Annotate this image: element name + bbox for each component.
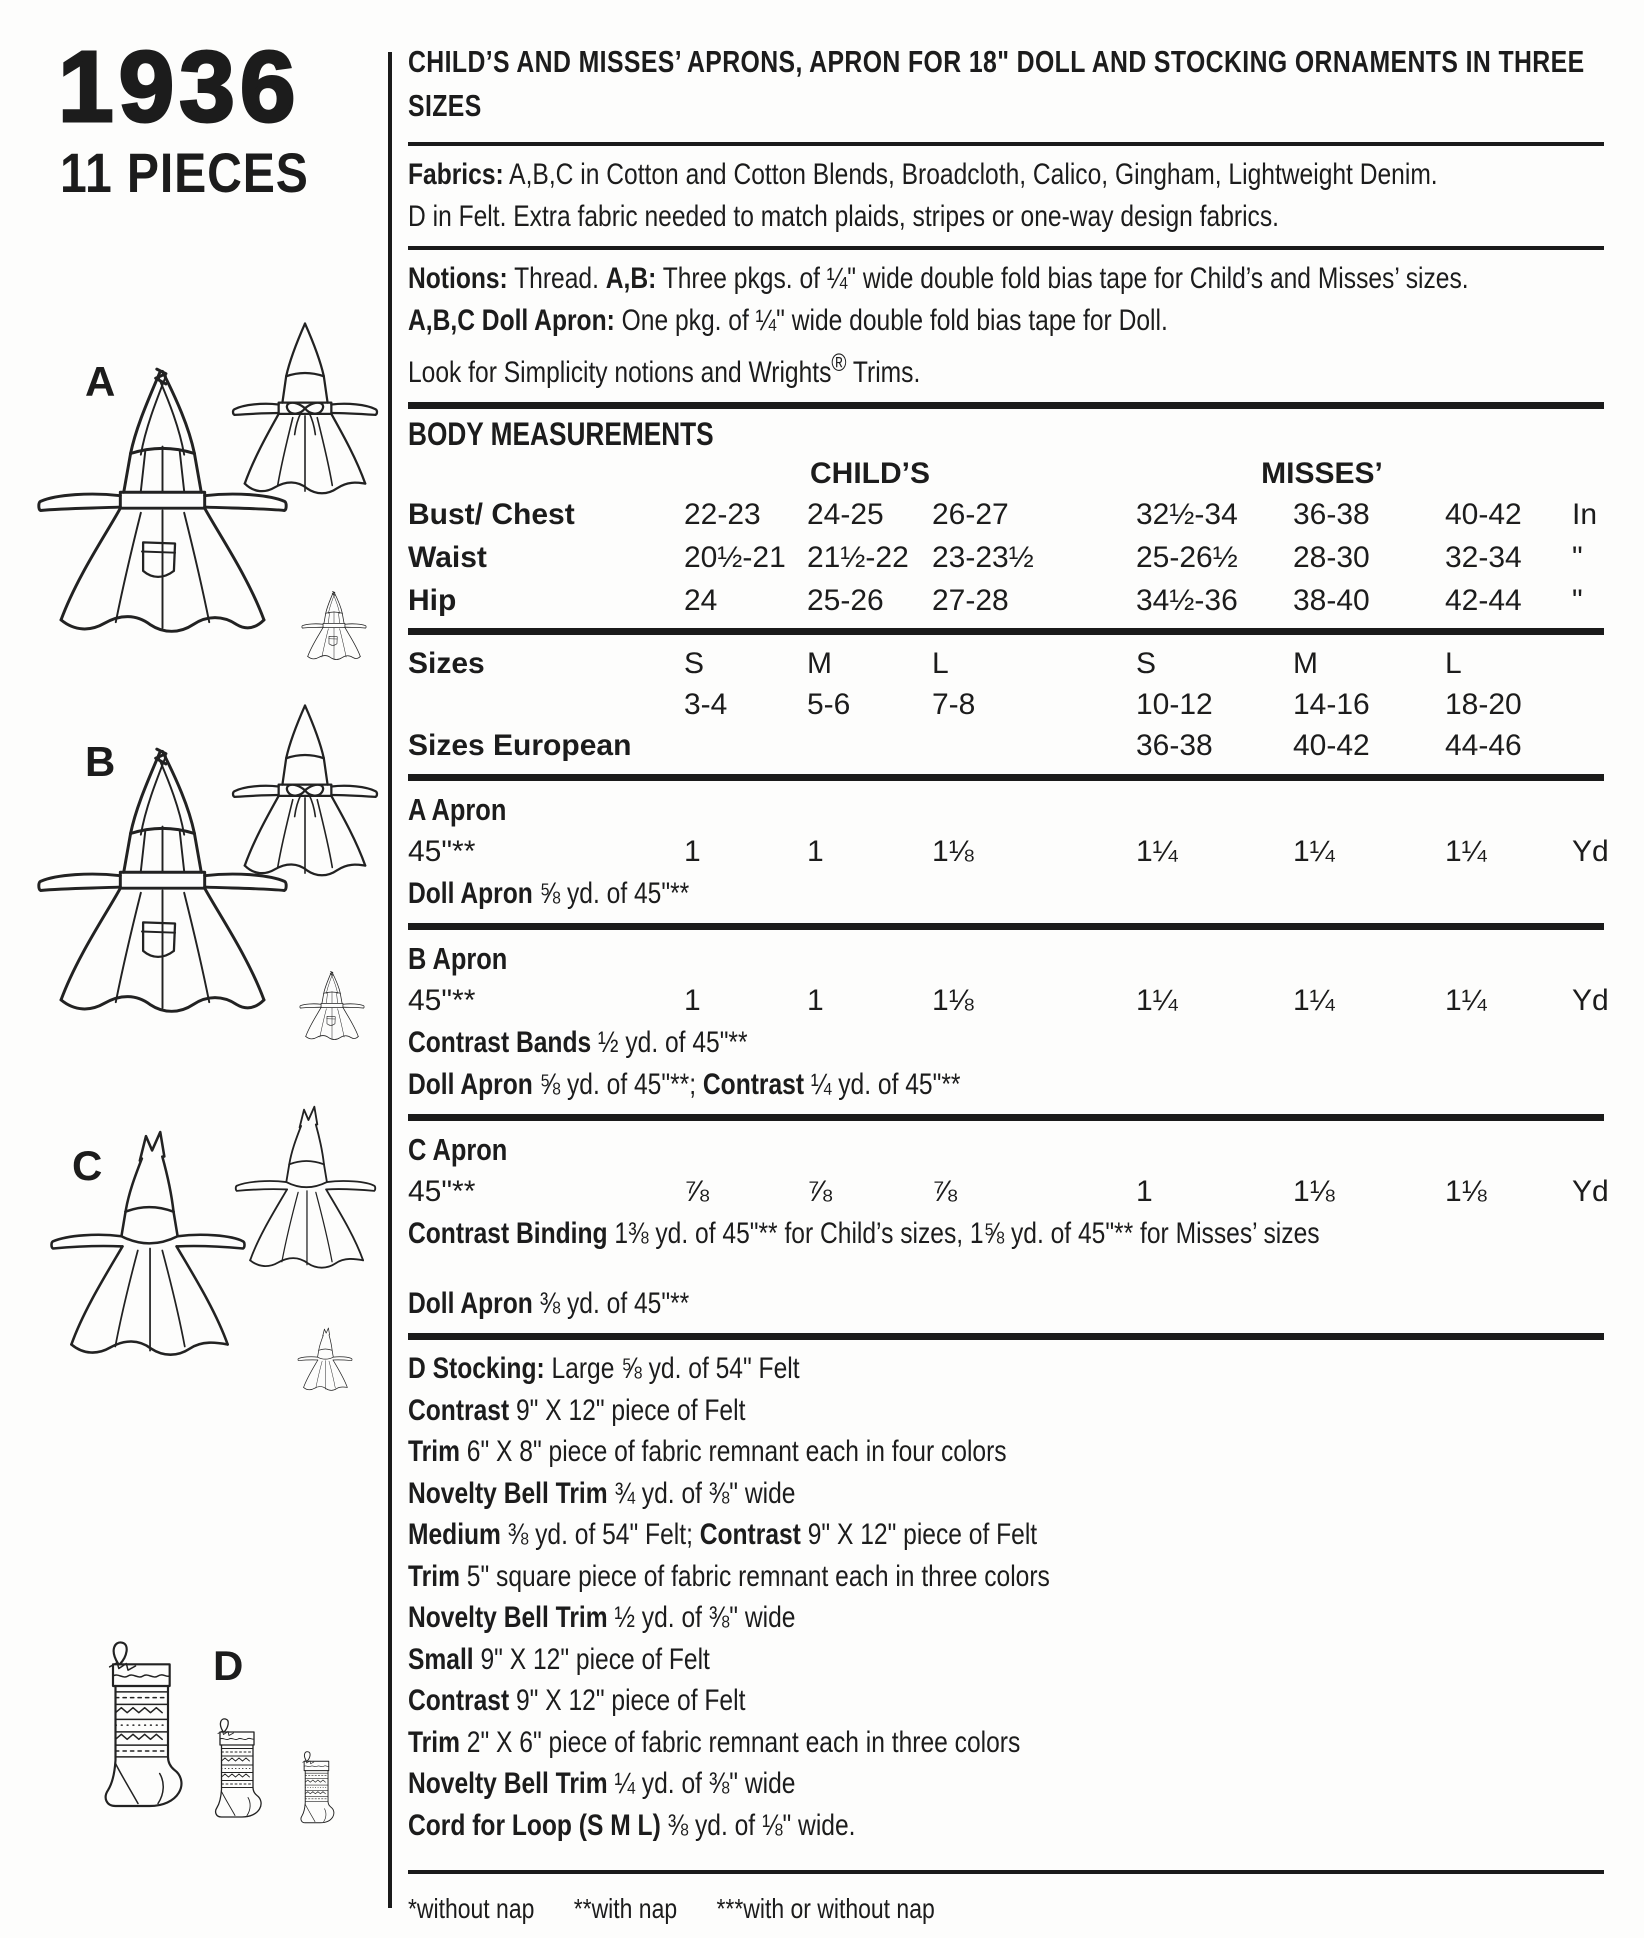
size-european <box>684 725 807 766</box>
doll-contrast-label: Contrast <box>702 1068 805 1101</box>
c-apron-heading: C Apron <box>408 1132 508 1167</box>
pattern-title: CHILD’S AND MISSES’ APRONS, APRON FOR 18" DOLL AND STOCKING ORNAMENTS IN THREE SIZES <box>408 44 1585 123</box>
measurement-value: 27-28 <box>932 584 1009 617</box>
yardage-value: 1¼ <box>1445 984 1487 1017</box>
misses-column-header: MISSES’ <box>1261 457 1383 490</box>
fabrics-label: Fabrics: <box>408 158 504 191</box>
yardage-value: 1⅛ <box>932 984 974 1017</box>
yardage-value: 1 <box>807 835 824 868</box>
notions-ab-label: A,B: <box>605 262 657 295</box>
sizes-european-row <box>408 725 1604 766</box>
apron-a-back-illustration <box>225 310 385 515</box>
yardage-value: 1 <box>684 835 701 868</box>
sizes-letter-row <box>408 643 1604 684</box>
yardage-value: 1⅛ <box>932 835 974 868</box>
doll-contrast-text: ¼ yd. of 45"** <box>804 1068 961 1101</box>
registered-mark: ® <box>831 349 847 377</box>
spacer <box>408 1255 1604 1283</box>
doll-apron-label: Doll Apron <box>408 877 533 910</box>
doll-apron-label: Doll Apron <box>408 1068 533 1101</box>
fabric-width-label: 45"** <box>408 1175 476 1208</box>
apron-b-back-illustration <box>225 692 385 897</box>
yardage-value: 1¼ <box>1445 835 1487 868</box>
stocking-spec-line <box>408 1514 1389 1556</box>
measurement-value: 23-23½ <box>932 541 1034 574</box>
notions-section <box>408 258 1604 394</box>
measurement-row-hip <box>408 579 1604 622</box>
spec-bold: Novelty Bell Trim <box>408 1767 608 1800</box>
notions-label: Notions: <box>408 262 508 295</box>
notions-text-1: Thread. <box>507 262 606 295</box>
measurement-label: Waist <box>408 541 487 574</box>
spec-bold: Trim <box>408 1725 460 1759</box>
fabrics-line-2: D in Felt. Extra fabric needed to match plaids, stripes or one-way design fabrics. <box>408 200 1279 233</box>
a-apron-yardage-row <box>408 831 1609 873</box>
size-number: 7-8 <box>932 688 976 721</box>
stocking-spec-line <box>408 1680 1389 1722</box>
apron-a-doll-illustration <box>300 582 368 670</box>
measurement-value: 26-27 <box>932 498 1009 531</box>
yardage-value: 1⅛ <box>1293 1175 1335 1208</box>
size-number: 18-20 <box>1445 688 1522 721</box>
yardage-value: 1 <box>1136 1175 1153 1208</box>
yardage-value: ⅞ <box>684 1175 710 1208</box>
rule-under-measurements <box>408 628 1604 635</box>
notions-text-5: Trims. <box>846 356 921 389</box>
notions-line-1 <box>408 258 1469 300</box>
fabrics-line-1 <box>408 154 1438 196</box>
doll-apron-text: ⅜ yd. of 45"** <box>532 1287 690 1320</box>
stocking-spec-line <box>408 1722 1389 1764</box>
spec-bold: Medium <box>408 1518 501 1551</box>
spec-bold: Contrast <box>408 1393 510 1427</box>
spec-text: 2" X 6" piece of fabric remnant each in three colors <box>459 1725 1021 1759</box>
spec-bold: Novelty Bell Trim <box>408 1601 608 1634</box>
stocking-medium-illustration <box>205 1716 265 1822</box>
measurement-label: Hip <box>408 584 457 617</box>
fabric-width-label: 45"** <box>408 984 476 1017</box>
stocking-spec-line <box>408 1473 1389 1515</box>
footnote-with-nap: **with nap <box>573 1893 678 1924</box>
sizes-number-row <box>408 684 1604 725</box>
footnote-with-or-without-nap: ***with or without nap <box>716 1893 935 1924</box>
sizes-european-label: Sizes European <box>408 729 632 762</box>
c-contrast-binding-line <box>408 1213 1389 1255</box>
measurement-unit: " <box>1572 541 1583 574</box>
view-d-label: D <box>213 1642 244 1689</box>
size-european: 36-38 <box>1136 729 1213 762</box>
sizes-label: Sizes <box>408 647 485 680</box>
vertical-divider <box>388 52 392 1908</box>
size-letter: S <box>1136 647 1157 680</box>
yardage-value: 1⅛ <box>1445 1175 1487 1208</box>
c-doll-apron-line <box>408 1283 1389 1325</box>
rule-under-a-apron <box>408 923 1604 930</box>
b-doll-apron-line <box>408 1064 1389 1106</box>
notions-line-2 <box>408 300 1389 342</box>
size-group-header-row <box>408 455 1604 493</box>
stocking-spec-line <box>408 1390 1389 1432</box>
spec-content <box>408 40 1609 1930</box>
rule-under-title <box>408 142 1604 146</box>
rule-under-fabrics <box>408 246 1604 250</box>
contrast-bands-text: ½ yd. of 45"** <box>591 1026 748 1059</box>
spec-bold: Small <box>408 1642 474 1676</box>
measurement-value: 40-42 <box>1445 498 1522 531</box>
measurement-row-bust <box>408 493 1604 536</box>
size-letter: S <box>684 647 705 680</box>
stocking-large-illustration <box>88 1630 188 1822</box>
yardage-unit: Yd <box>1572 835 1609 868</box>
spec-text: 5" square piece of fabric remnant each in three colors <box>459 1559 1050 1593</box>
measurement-value: 24 <box>684 584 718 617</box>
spec-bold: D Stocking: <box>408 1352 545 1385</box>
spec-bold: Cord for Loop (S M L) <box>408 1808 661 1842</box>
stocking-spec-line <box>408 1805 1389 1847</box>
yardage-value: 1¼ <box>1136 984 1178 1017</box>
stocking-spec-line <box>408 1556 1389 1598</box>
contrast-binding-label: Contrast Binding <box>408 1217 608 1250</box>
rule-under-b-apron <box>408 1114 1604 1121</box>
size-european: 44-46 <box>1445 729 1522 762</box>
size-number: 3-4 <box>684 688 728 721</box>
spec-text: 9" X 12" piece of Felt <box>800 1518 1038 1551</box>
spec-text: 9" X 12" piece of Felt <box>509 1393 746 1427</box>
a-apron-section <box>408 789 1609 915</box>
b-apron-section <box>408 938 1609 1106</box>
yardage-value: 1¼ <box>1293 835 1335 868</box>
stocking-spec-line <box>408 1431 1389 1473</box>
measurement-value: 32½-34 <box>1136 498 1238 531</box>
spec-bold: Contrast <box>699 1518 801 1551</box>
measurement-unit: " <box>1572 584 1583 617</box>
measurement-value: 38-40 <box>1293 584 1370 617</box>
measurement-label: Bust/ Chest <box>408 498 575 531</box>
size-european <box>932 725 1136 766</box>
spec-text: 6" X 8" piece of fabric remnant each in four colors <box>459 1435 1007 1468</box>
spec-text: 9" X 12" piece of Felt <box>509 1684 746 1717</box>
spec-text: ⅜ yd. of 54" Felt; <box>500 1518 700 1551</box>
view-c-label: C <box>72 1142 103 1189</box>
yardage-value: 1¼ <box>1293 984 1335 1017</box>
contrast-binding-text: 1⅜ yd. of 45"** for Child’s sizes, 1⅝ yd. of 45"** for Misses’ sizes <box>607 1217 1320 1250</box>
measurement-value: 34½-36 <box>1136 584 1238 617</box>
spec-bold: Trim <box>408 1559 460 1593</box>
spec-text: 9" X 12" piece of Felt <box>473 1642 710 1676</box>
b-apron-heading: B Apron <box>408 941 508 976</box>
apron-c-doll-illustration <box>295 1322 355 1400</box>
size-number: 10-12 <box>1136 688 1213 721</box>
b-contrast-bands-line <box>408 1022 1389 1064</box>
rule-under-notions <box>408 402 1604 409</box>
size-letter: L <box>932 647 949 680</box>
measurement-value: 42-44 <box>1445 584 1522 617</box>
size-letter: M <box>1293 647 1318 680</box>
d-stocking-section <box>408 1348 1604 1846</box>
c-apron-yardage-row <box>408 1171 1609 1213</box>
doll-apron-text: ⅝ yd. of 45"**; <box>532 1068 703 1101</box>
measurement-value: 25-26 <box>807 584 884 617</box>
footnote-without-nap: *without nap <box>408 1893 535 1924</box>
fabric-width-label: 45"** <box>408 835 476 868</box>
stocking-spec-line <box>408 1763 1389 1805</box>
notions-text-3: One pkg. of ¼" wide double fold bias tape for Doll. <box>614 304 1168 337</box>
spec-bold: Novelty Bell Trim <box>408 1476 608 1510</box>
rule-under-sizes <box>408 774 1604 781</box>
apron-b-doll-illustration <box>298 962 366 1050</box>
fabrics-text-1: A,B,C in Cotton and Cotton Blends, Broadcloth, Calico, Gingham, Lightweight Denim. <box>503 158 1438 191</box>
measurement-value: 32-34 <box>1445 541 1522 574</box>
size-european: 40-42 <box>1293 729 1370 762</box>
notions-line-3 <box>408 342 1389 394</box>
size-number: 5-6 <box>807 688 851 721</box>
spec-text: ¼ yd. of ⅜" wide <box>607 1767 796 1800</box>
measurement-value: 25-26½ <box>1136 541 1238 574</box>
view-a-label: A <box>85 358 116 405</box>
pattern-number: 1936 <box>58 31 301 143</box>
yardage-value: 1¼ <box>1136 835 1178 868</box>
yardage-value: ⅞ <box>807 1175 833 1208</box>
spec-text: ½ yd. of ⅜" wide <box>607 1601 796 1634</box>
spec-text: Large ⅝ yd. of 54" Felt <box>544 1352 800 1385</box>
measurement-value: 21½-22 <box>807 541 909 574</box>
yardage-value: 1 <box>684 984 701 1017</box>
childs-column-header: CHILD’S <box>810 457 930 490</box>
size-number: 14-16 <box>1293 688 1370 721</box>
measurement-value: 24-25 <box>807 498 884 531</box>
size-european <box>807 725 932 766</box>
notions-abc-label: A,B,C Doll Apron: <box>408 304 615 337</box>
stocking-spec-line <box>408 1639 1389 1681</box>
a-doll-apron-line <box>408 873 1389 915</box>
notions-text-2: Three pkgs. of ¼" wide double fold bias tape for Child’s and Misses’ sizes. <box>656 262 1469 295</box>
fabrics-section <box>408 154 1604 238</box>
measurement-row-waist <box>408 536 1604 579</box>
yardage-value: ⅞ <box>932 1175 958 1208</box>
doll-apron-text: ⅝ yd. of 45"** <box>532 877 690 910</box>
doll-apron-label: Doll Apron <box>408 1287 533 1320</box>
spec-bold: Contrast <box>408 1684 510 1717</box>
sizes-section <box>408 643 1604 766</box>
yardage-unit: Yd <box>1572 1175 1609 1208</box>
stocking-spec-line <box>408 1348 1389 1390</box>
yardage-unit: Yd <box>1572 984 1609 1017</box>
pattern-piece-count: 11 PIECES <box>60 141 309 204</box>
stocking-spec-line <box>408 1597 1389 1639</box>
apron-c-back-illustration <box>228 1102 383 1282</box>
contrast-bands-label: Contrast Bands <box>408 1026 592 1059</box>
measurement-value: 28-30 <box>1293 541 1370 574</box>
view-b-label: B <box>85 738 116 785</box>
a-apron-heading: A Apron <box>408 792 507 827</box>
body-measurements-heading: BODY MEASUREMENTS <box>408 416 714 452</box>
measurement-unit: In <box>1572 498 1598 531</box>
spec-text: ¾ yd. of ⅜" wide <box>607 1476 796 1510</box>
b-apron-yardage-row <box>408 980 1609 1022</box>
rule-above-footnotes <box>408 1870 1604 1874</box>
footnotes <box>408 1888 1389 1930</box>
measurement-value: 20½-21 <box>684 541 786 574</box>
yardage-value: 1 <box>807 984 824 1017</box>
notions-text-4: Look for Simplicity notions and Wrights <box>408 356 832 389</box>
c-apron-section <box>408 1129 1609 1325</box>
spec-bold: Trim <box>408 1435 460 1468</box>
measurement-value: 22-23 <box>684 498 761 531</box>
size-letter: M <box>807 647 832 680</box>
rule-under-c-apron <box>408 1333 1604 1340</box>
size-letter: L <box>1445 647 1462 680</box>
stocking-small-illustration <box>293 1750 337 1826</box>
spec-text: ⅜ yd. of ⅛" wide. <box>660 1808 856 1842</box>
measurement-value: 36-38 <box>1293 498 1370 531</box>
